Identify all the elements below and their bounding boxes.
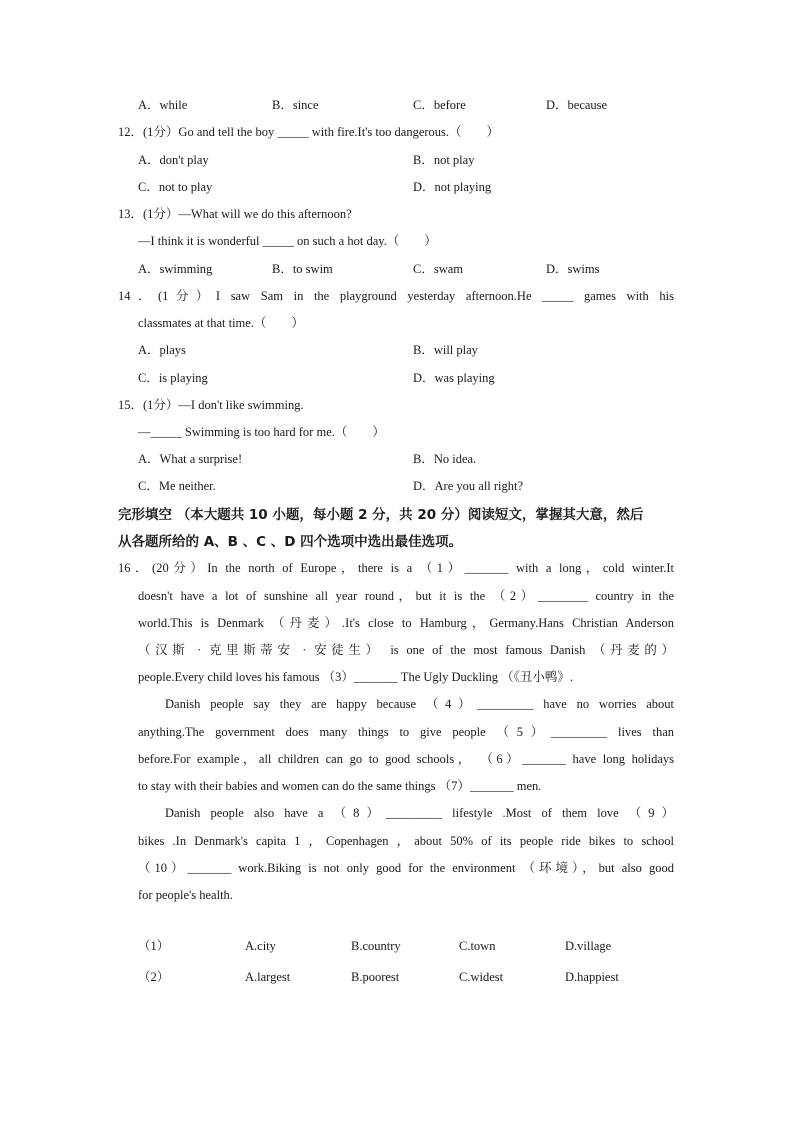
choice-row-1-c: C.town [459, 939, 496, 953]
q15-option-c: C．Me neither. [138, 479, 216, 493]
choice-row-1-b: B.country [351, 939, 401, 953]
q14-option-a: A．plays [138, 343, 186, 357]
q12-option-c: C．not to play [138, 180, 213, 194]
q13-option-d: D．swims [546, 262, 600, 276]
choice-row-1-number: （1） [138, 939, 170, 953]
choice-row-1-a: A.city [245, 939, 276, 953]
q11-option-b: B．since [272, 98, 319, 112]
q12-stem: 12．(1分）Go and tell the boy _____ with fire.It's too dangerous.（ ） [118, 125, 500, 139]
q16-para2-line-1: Danish people say they are happy because （4）_________ have no worries about [165, 697, 674, 711]
choice-row-2-b: B.poorest [351, 970, 400, 984]
section-heading-line-2: 从各题所给的 A、B 、C 、D 四个选项中选出最佳选项。 [118, 534, 463, 550]
q13-option-c: C．swam [413, 262, 464, 276]
section-heading-line-1: 完形填空 （本大题共 10 小题，每小题 2 分，共 20 分）阅读短文，掌握其大意，然后 [118, 507, 644, 523]
q16-passage-line-2: doesn't have a lot of sunshine all year round，but it is the （2）________ country in the [138, 589, 674, 603]
q16-para3-line-1: Danish people also have a （8）_________ lifestyle .Most of them love （9） [165, 806, 674, 820]
q16-passage-line-1: 16．(20分）In the north of Europe，there is a （1）_______ with a long，cold winter.It [118, 561, 674, 575]
q15-option-b: B．No idea. [413, 452, 477, 466]
q15-stem: 15．(1分）—I don't like swimming. [118, 398, 304, 412]
q16-passage-line-5: people.Every child loves his famous （3）_______ The Ugly Duckling （《丑小鸭》. [138, 670, 574, 684]
q13-option-a: A．swimming [138, 262, 213, 276]
q16-para3-line-3: （10）_______ work.Biking is not only good for the environment （环境），but also good [138, 861, 674, 875]
q16-para3-line-4: for people's health. [138, 888, 233, 902]
q16-para2-line-2: anything.The government does many things to give people （5）_________ lives than [138, 725, 674, 739]
q15-option-a: A．What a surprise! [138, 452, 243, 466]
choice-row-2-c: C.widest [459, 970, 504, 984]
q14-option-c: C．is playing [138, 371, 208, 385]
q11-option-c: C．before [413, 98, 466, 112]
q14-stem-2: classmates at that time.（ ） [138, 316, 304, 330]
q16-passage-line-3: world.This is Denmark （丹麦）.It's close to Hamburg，Germany.Hans Christian Anderson [138, 616, 674, 630]
q11-option-d: D．because [546, 98, 608, 112]
choice-row-1-d: D.village [565, 939, 612, 953]
choice-row-2-d: D.happiest [565, 970, 619, 984]
q15-stem-2: —_____ Swimming is too hard for me.（ ） [138, 425, 385, 439]
choice-row-2-number: （2） [138, 970, 170, 984]
q13-stem-2: —I think it is wonderful _____ on such a hot day.（ ） [138, 234, 437, 248]
q12-option-a: A．don't play [138, 153, 209, 167]
q11-option-a: A．while [138, 98, 188, 112]
q16-para2-line-3: before.For example，all children can go to good schools， （6）_______ have long holidays [138, 752, 674, 766]
choice-row-2-a: A.largest [245, 970, 291, 984]
q13-option-b: B．to swim [272, 262, 333, 276]
q12-option-d: D．not playing [413, 180, 492, 194]
q12-option-b: B．not play [413, 153, 475, 167]
q15-option-d: D．Are you all right? [413, 479, 524, 493]
q16-para2-line-4: to stay with their babies and women can do the same things （7）_______ men. [138, 779, 542, 793]
q16-para3-line-2: bikes .In Denmark's capita 1 ，Copenhagen ，about 50% of its people ride bikes to school [138, 834, 674, 848]
q13-stem: 13．(1分）—What will we do this afternoon? [118, 207, 352, 221]
q14-option-b: B．will play [413, 343, 478, 357]
q14-stem: 14．(1分）I saw Sam in the playground yesterday afternoon.He _____ games with his [118, 289, 674, 303]
q14-option-d: D．was playing [413, 371, 495, 385]
q16-passage-line-4: （汉斯 · 克里斯蒂安 · 安徒生） is one of the most famous Danish （丹麦的） [138, 643, 674, 657]
